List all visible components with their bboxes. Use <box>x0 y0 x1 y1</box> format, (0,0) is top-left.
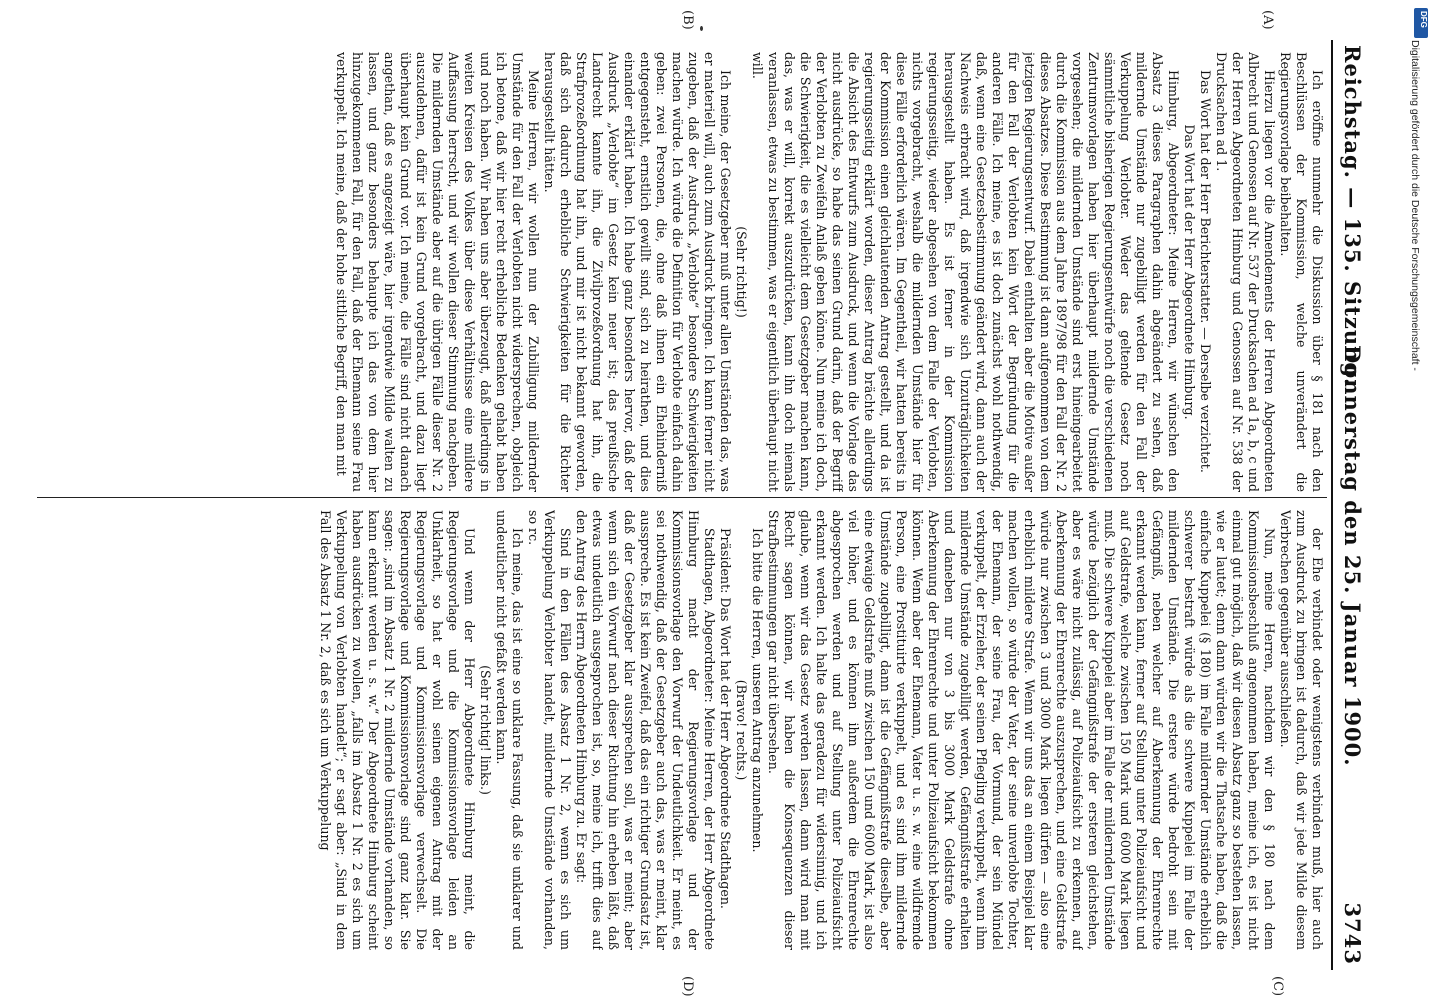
paragraph: Himburg, Abgeordneter: Meine Herren, wir wünschen den Absatz 3 dieses Paragraphen dahin abgeändert zu sehen, daß mildernde Umstände nur zugebilligt werden für den Fall der Verkuppelung Verlobter. Weder das geltende Gesetz noch sämmtliche bisherigen Regierungsentwürfe noch die verschiedenen Zentrumsvorlagen haben hier überhaupt mildernde Umstände vorgesehen; die mildernden Umstände sind erst hineingearbeitet durch die Kommission aus dem Jahre 1897/98 für den Fall der Nr. 2 dieses Absatzes. Diese Bestimmung ist dann aufgenommen von dem jetzigen Regierungsentwurf. Dabei enthalten aber die Motive außer für den Fall der Verlobten kein Wort der Begründung für die anderen Fälle. Ich meine, es ist doch zunächst wohl nothwendig, daß, wenn eine Gesetzesbestimmung geändert wird, dann auch der Nachweis erbracht wird, daß irgendwie sich Unzuträglichkeiten herausgestellt haben. Es ist ferner in der Kommission regierungsseitig, wieder abgesehen von dem Falle der Verlobten, nichts vorgebracht, weshalb die mildernden Umstände hier für diese Fälle erforderlich wären. Im Gegentheil, wir hatten bereits in der Kommission einen gleichlautenden Antrag gestellt, und da ist regierungsseitig erklärt worden, dieser Antrag brächte allerdings die Absicht des Entwurfs zum Ausdruck, und wenn die Vorlage das nicht ausdrücke, so habe das seinen Grund darin, daß der Begriff der Verlobten zu Zweifeln Anlaß geben könne. Nun meine ich doch, die Schwierigkeit, die es vielleicht dem Gesetzgeber machen kann, das, was er will, korrekt auszudrücken, kann ihn doch niemals veranlassen, etwas zu bestimmen, was er eigentlich überhaupt nicht will. <box>750 52 1181 492</box>
right-column <box>45 510 1325 950</box>
paragraph: Präsident: Das Wort hat der Herr Abgeordnete Stadthagen. <box>718 528 733 909</box>
column-divider <box>37 497 1327 498</box>
paragraph: Hierzu liegen vor die Amendements der Herren Abgeordneten Albrecht und Genossen auf Nr. 537 der Drucksachen ad 1a, b, c und der Herren Abgeordneten Himburg und Genossen auf Nr. 538 der Drucksachen ad 1. <box>1214 52 1277 492</box>
page-header <box>1333 45 1373 965</box>
quotation: Sind in den Fällen des Absatz 1 Nr. 2, wenn es sich um Verkuppelung Verlobter handelt, mildernde Umstände vorhanden, so rc. <box>526 510 573 950</box>
paragraph: Stadthagen, Abgeordneter: Meine Herren, der Herr Abgeordnete Himburg macht der Regierungsvorlage und der Kommissionsvorlage den Vorwurf der Undeutlichkeit. Er meint, es sei nothwendig, daß der Gesetzgeber auch das, was er meint, klar ausspreche. Es ist kein Zweifel, daß das ein richtiger Grundsatz ist, daß der Gesetzgeber klar aussprechen soll, was er meint; aber wenn sich ein Vorwurf nach dieser Richtung hin erheben läßt, daß etwas undeutlich ausgesprochen ist, so, meine ich, trifft dies auf den Antrag des Herrn Abgeordneten Himburg zu. Er sagt: <box>574 510 717 950</box>
paragraph: Das Wort hat der Herr Berichterstatter. — Derselbe verzichtet. <box>1198 70 1213 473</box>
paragraph: Nun, meine Herren, nachdem wir den § 180 nach dem Kommissionsbeschluß angenommen haben, meine ich, es ist nicht einmal gut möglich, daß wir diesen Absatz ganz so bestehen lassen, wie er lautet; denn dann würden wir die Thatsache haben, daß die einfache Kuppelei (§ 180) im Falle mildernder Umstände erheblich schwerer bestraft würde als die schwere Kuppelei im Falle der mildernden Umstände. Die erstere würde bedroht sein mit Gefängniß, neben welcher auf Aberkennung der Ehrenrechte erkannt werden kann, ferner auf Stellung unter Polizeiaufsicht und auf Geldstrafe, welche zwischen 150 Mark und 6000 Mark liegen muß. Die schwere Kuppelei aber im Falle der mildernden Umstände würde bezüglich der Gefängnißstrafe der ersteren gleichstehen, aber es wäre nicht zulässig, auf Polizeiaufsicht zu erkennen, auf Aberkennung der Ehrenrechte auszusprechen, und eine Geldstrafe würde nur zwischen 3 und 3000 Mark liegen dürfen — also eine erheblich mildere Strafe. Wenn wir uns das an einem Beispiel klar machen wollen, so würde der Vater, der seine unverlobte Tochter, der Ehemann, der seine Frau, der Vormund, der sein Mündel verkuppelt, der Erzieher, der seinen Pflegling verkuppelt, wenn ihm mildernde Umstände zugebilligt werden, Gefängnißstrafe erhalten und daneben nur von 3 bis 3000 Mark Geldstrafe ohne Aberkennung der Ehrenrechte und unter Polizeiaufsicht bekommen können. Wenn aber der Ehemann, Vater u. s. w. eine wildfremde Person, eine Prostituirte verkuppelt, und es sind ihm mildernde Umstände zugebilligt, dann ist die Gefängnißstrafe dieselbe, aber eine etwaige Geldstrafe muß zwischen 150 und 6000 Mark, ist also viel höher, und es können ihm außerdem die Ehrenrechte abgesprochen werden und auf Stellung unter Polizeiaufsicht erkannt werden. Ich halte das geradezu für widersinnig, und ich glaube, wenn wir das Gesetz werden lassen, dann wird man mit Recht sagen können, wir haben die Konsequenzen dieser Strafbestimmungen gar nicht übersehen. <box>766 510 1277 950</box>
paragraph: Das Wort hat der Herr Abgeordnete Himburg. <box>1182 124 1197 420</box>
page-number: 3743 <box>1340 902 1365 965</box>
paragraph: Ich meine, das ist eine so unklare Fassung, daß sie unklarer und undeutlicher nicht gefaßt werden kann. <box>494 510 525 950</box>
margin-marker-b: (B) <box>680 10 695 30</box>
interjection: (Sehr richtig! links.) <box>478 665 493 795</box>
interjection: (Bravo! rechts.) <box>734 679 749 781</box>
interjection: (Sehr richtig!) <box>734 226 749 318</box>
paragraph: Ich eröffne nunmehr die Diskussion über § 181 nach den Beschlüssen der Kommission, welche unverändert die Regierungsvorlage beibehalten. <box>1278 52 1325 492</box>
margin-marker-a: (A) <box>1260 10 1275 30</box>
paragraph: Ich meine, der Gesetzgeber muß unter allen Umständen das, was er materiell will, auch zum Ausdruck bringen. Ich kann ferner nicht zugeben, daß der Ausdruck „Verlobte“ besondere Schwierigkeiten machen würde. Ich würde die Definition für Verlobte einfach dahin geben: zwei Personen, die, ohne daß ihnen ein Ehehinderniß entgegensteht, ernstlich gewillt sind, sich zu heirathen, und dies einander erklärt haben. Ich habe ganz besonders hervor, daß der Ausdruck „Verlobte“ im Gesetz kein neuer ist; das preußische Landrecht kannte ihn, die Zivilprozeßordnung hat ihn, die Strafprozeßordnung hat ihn, und mir ist nicht bekannt geworden, daß sich dadurch erhebliche Schwierigkeiten für die Richter herausgestellt hätten. <box>542 52 733 492</box>
margin-marker-c: (C) <box>1270 976 1285 997</box>
dfg-sidebar <box>1408 0 1434 1000</box>
margin-marker-d: (D) <box>680 976 695 997</box>
scan-speck <box>700 26 703 31</box>
left-column <box>45 52 1325 492</box>
paragraph: der Ehe verbindet oder wenigstens verbinden muß, hier auch zum Ausdruck zu bringen ist dadurch, daß wir jede Milde diesem Verbrechen gegenüber ausschließen. <box>1278 510 1325 950</box>
header-date: Donnerstag den 25. Januar 1900. <box>1340 345 1365 767</box>
header-left: Reichstag. — 135. Sitzung. <box>1340 45 1365 387</box>
dfg-credit: Digitalisierung gefördert durch die Deutsche Forschungsgemeinschaft - <box>1409 40 1421 371</box>
paragraph: Und wenn der Herr Abgeordnete Himburg meint, die Regierungsvorlage und die Kommissionsvorlage leiden an Unklarheit, so hat er wohl seinen eigenen Antrag mit der Regierungsvorlage und Kommissionsvorlage verwechselt. Die Regierungsvorlage und Kommissionsvorlage sind ganz klar. Sie sagen: „sind im Absatz 1 Nr. 2 mildernde Umstände vorhanden, so kann erkannt werden u. s. w.“ Der Abgeordnete Himburg scheint haben ausdrücken zu wollen, „falls im Absatz 1 Nr. 2 es sich um Verkuppelung von Verlobten handelt“; er sagt aber: „Sind in dem Fall des Absatz 1 Nr. 2, daß es sich um Verkuppelung <box>318 510 477 950</box>
paragraph: Meine Herren, wir wollen nun der Zubilligung mildernder Umstände für den Fall der Verlobten nicht widersprechen, obgleich ich betone, daß wir hier recht erhebliche Bedenken gehabt haben und noch haben. Wir haben uns aber überzeugt, daß allerdings in weiten Kreisen des Volkes über diese Verhältnisse eine mildere Auffassung herrscht, und wir wollen dieser Stimmung nachgeben. Die mildernden Umstände aber auf die übrigen Fälle dieser Nr. 2 auszudehnen, dafür ist kein Grund vorgebracht, und dazu liegt überhaupt kein Grund vor. Ich meine, die Fälle sind nicht danach angethan, daß es angezeigt wäre, hier irgendwie Milde walten zu lassen, und ganz besonders behaupte ich das von dem hier hinzugekommenen Fall, für den Fall, daß der Ehemann seine Frau verkuppelt. Ich meine, daß der hohe sittliche Begriff, den man mit <box>334 52 541 492</box>
header-rule <box>1331 40 1333 970</box>
paragraph: Ich bitte die Herren, unseren Antrag anzunehmen. <box>750 528 765 853</box>
dfg-logo: DFG <box>1414 8 1428 38</box>
